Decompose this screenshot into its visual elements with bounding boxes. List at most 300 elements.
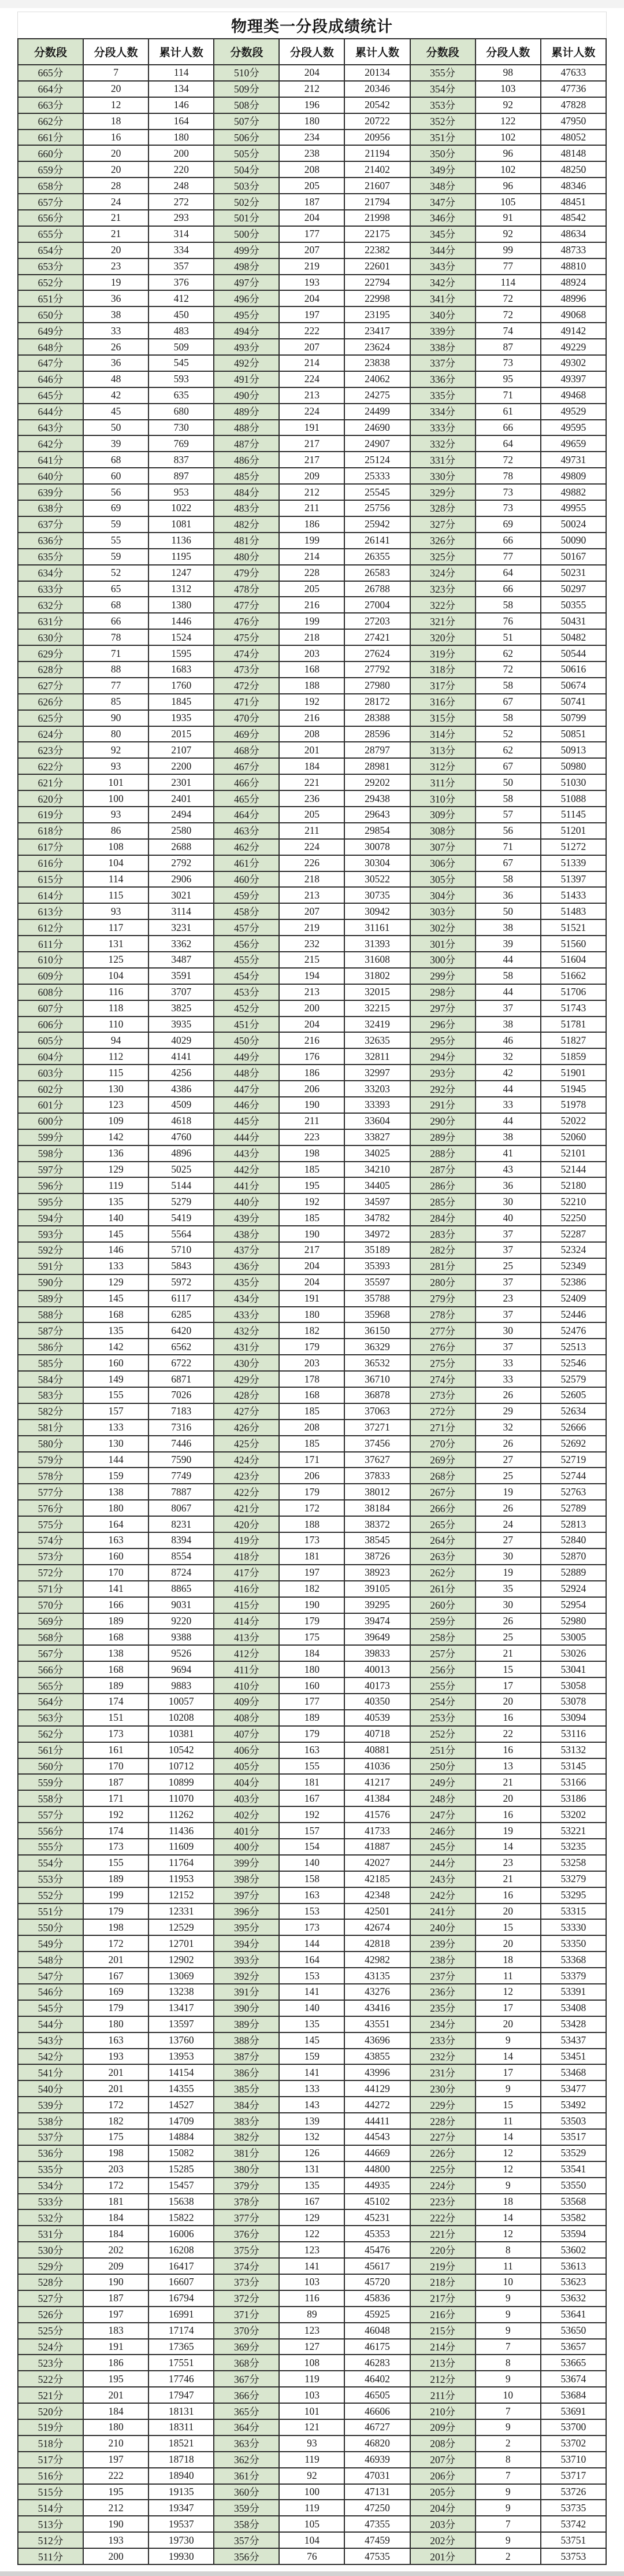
score-cell: 333分 [410,420,476,436]
segment-count-cell: 141 [83,1581,148,1597]
cumulative-count-cell: 52210 [541,1193,606,1210]
score-cell: 217分 [410,2290,476,2307]
segment-count-cell: 199 [83,1887,148,1904]
segment-count-cell: 217 [279,435,344,452]
score-cell: 209分 [410,2419,476,2435]
score-cell: 506分 [214,130,279,146]
score-cell: 534分 [18,2178,83,2194]
table-row [18,1758,606,1775]
cumulative-count-cell: 28981 [344,758,410,774]
segment-count-cell: 9 [476,2032,541,2049]
cumulative-count-cell: 29854 [344,823,410,839]
cumulative-count-cell: 42982 [344,1952,410,1968]
score-cell: 609分 [18,968,83,984]
score-cell: 640分 [18,468,83,484]
cumulative-count-cell: 1683 [148,661,214,678]
score-cell: 397分 [214,1887,279,1904]
score-cell: 581分 [18,1420,83,1436]
column-header-count: 分段人数 [83,39,148,65]
cumulative-count-cell: 53468 [541,2064,606,2080]
segment-count-cell: 58 [476,597,541,613]
cumulative-count-cell: 1845 [148,694,214,710]
segment-count-cell: 219 [279,919,344,936]
cumulative-count-cell: 33827 [344,1129,410,1145]
segment-count-cell: 154 [279,1839,344,1855]
score-cell: 346分 [410,210,476,226]
segment-count-cell: 167 [279,2194,344,2210]
score-cell: 523分 [18,2355,83,2371]
cumulative-count-cell: 11262 [148,1806,214,1823]
cumulative-count-cell: 51827 [541,1032,606,1048]
segment-count-cell: 189 [279,1710,344,1726]
cumulative-count-cell: 28388 [344,710,410,726]
score-cell: 441分 [214,1177,279,1193]
cumulative-count-cell: 42818 [344,1935,410,1952]
score-cell: 634分 [18,565,83,581]
segment-count-cell: 195 [83,2371,148,2387]
cumulative-count-cell: 23195 [344,306,410,323]
cumulative-count-cell: 1935 [148,710,214,726]
score-cell: 645分 [18,387,83,404]
cumulative-count-cell: 49302 [541,355,606,371]
cumulative-count-cell: 2401 [148,790,214,807]
cumulative-count-cell: 14884 [148,2129,214,2145]
cumulative-count-cell: 8865 [148,1581,214,1597]
segment-count-cell: 64 [476,565,541,581]
cumulative-count-cell: 47535 [344,2548,410,2564]
table-row [18,1032,606,1048]
cumulative-count-cell: 47950 [541,113,606,130]
cumulative-count-cell: 53650 [541,2323,606,2339]
segment-count-cell: 145 [83,1291,148,1307]
score-cell: 550分 [18,1919,83,1935]
cumulative-count-cell: 12701 [148,1935,214,1952]
segment-count-cell: 205 [279,581,344,597]
cumulative-count-cell: 44669 [344,2145,410,2161]
segment-count-cell: 181 [83,2194,148,2210]
score-cell: 288分 [410,1145,476,1162]
score-cell: 413分 [214,1629,279,1645]
score-cell: 293分 [410,1065,476,1081]
cumulative-count-cell: 7887 [148,1484,214,1500]
segment-count-cell: 57 [476,807,541,823]
table-row [18,1371,606,1387]
score-cell: 410分 [214,1677,279,1694]
score-cell: 238分 [410,1952,476,1968]
cumulative-count-cell: 53613 [541,2258,606,2274]
cumulative-count-cell: 16417 [148,2258,214,2274]
score-cell: 210分 [410,2403,476,2419]
score-cell: 522分 [18,2371,83,2387]
segment-count-cell: 159 [279,2049,344,2065]
cumulative-count-cell: 53477 [541,2080,606,2097]
score-cell: 451分 [214,1017,279,1033]
segment-count-cell: 69 [476,516,541,533]
segment-count-cell: 36 [83,355,148,371]
segment-count-cell: 66 [476,420,541,436]
segment-count-cell: 197 [279,306,344,323]
cumulative-count-cell: 53751 [541,2532,606,2548]
column-header-cumulative: 累计人数 [148,39,214,65]
score-cell: 541分 [18,2064,83,2080]
score-cell: 516分 [18,2468,83,2484]
segment-count-cell: 112 [83,1048,148,1065]
table-row [18,484,606,500]
cumulative-count-cell: 8724 [148,1565,214,1581]
score-cell: 243分 [410,1871,476,1887]
segment-count-cell: 209 [83,2258,148,2274]
segment-count-cell: 21 [476,1871,541,1887]
cumulative-count-cell: 8554 [148,1548,214,1565]
score-cell: 455分 [214,952,279,968]
score-cell: 593分 [18,1226,83,1242]
segment-count-cell: 201 [83,2064,148,2080]
segment-count-cell: 123 [279,2242,344,2258]
cumulative-count-cell: 16991 [148,2307,214,2323]
segment-count-cell: 198 [83,2145,148,2161]
cumulative-count-cell: 53503 [541,2113,606,2129]
cumulative-count-cell: 34405 [344,1177,410,1193]
cumulative-count-cell: 10712 [148,1758,214,1775]
cumulative-count-cell: 1760 [148,678,214,694]
segment-count-cell: 180 [279,1307,344,1323]
segment-count-cell: 175 [279,1629,344,1645]
segment-count-cell: 9 [476,2323,541,2339]
table-row [18,1000,606,1017]
cumulative-count-cell: 14527 [148,2097,214,2113]
cumulative-count-cell: 31608 [344,952,410,968]
score-cell: 421分 [214,1500,279,1516]
segment-count-cell: 39 [476,936,541,952]
column-header-cumulative: 累计人数 [541,39,606,65]
score-cell: 498分 [214,258,279,275]
segment-count-cell: 192 [279,1193,344,1210]
cumulative-count-cell: 3362 [148,936,214,952]
cumulative-count-cell: 53674 [541,2371,606,2387]
score-cell: 230分 [410,2080,476,2097]
score-cell: 315分 [410,710,476,726]
table-row [18,145,606,161]
table-row [18,1871,606,1887]
table-row [18,500,606,516]
cumulative-count-cell: 22382 [344,242,410,258]
segment-count-cell: 144 [83,1452,148,1468]
cumulative-count-cell: 53492 [541,2097,606,2113]
cumulative-count-cell: 53428 [541,2016,606,2032]
segment-count-cell: 164 [83,1516,148,1532]
table-row [18,516,606,533]
cumulative-count-cell: 35968 [344,1307,410,1323]
cumulative-count-cell: 24690 [344,420,410,436]
cumulative-count-cell: 7183 [148,1403,214,1420]
segment-count-cell: 208 [279,726,344,742]
cumulative-count-cell: 1081 [148,516,214,533]
table-row [18,597,606,613]
cumulative-count-cell: 46727 [344,2419,410,2435]
cumulative-count-cell: 32419 [344,1017,410,1033]
cumulative-count-cell: 10208 [148,1710,214,1726]
segment-count-cell: 175 [83,2129,148,2145]
score-cell: 504分 [214,161,279,178]
segment-count-cell: 203 [279,645,344,661]
cumulative-count-cell: 14355 [148,2080,214,2097]
table-row [18,2387,606,2403]
segment-count-cell: 183 [83,2323,148,2339]
cumulative-count-cell: 769 [148,435,214,452]
segment-count-cell: 100 [279,2484,344,2500]
cumulative-count-cell: 2200 [148,758,214,774]
cumulative-count-cell: 53145 [541,1758,606,1775]
score-cell: 622分 [18,758,83,774]
segment-count-cell: 43 [476,1162,541,1178]
segment-count-cell: 80 [83,726,148,742]
score-cell: 548分 [18,1952,83,1968]
cumulative-count-cell: 53026 [541,1645,606,1661]
score-cell: 478分 [214,581,279,597]
score-cell: 513分 [18,2516,83,2532]
cumulative-count-cell: 51521 [541,919,606,936]
table-row [18,565,606,581]
segment-count-cell: 180 [83,2016,148,2032]
segment-count-cell: 17 [476,2064,541,2080]
score-cell: 247分 [410,1806,476,1823]
segment-count-cell: 35 [476,1581,541,1597]
segment-count-cell: 204 [279,1258,344,1274]
segment-count-cell: 15 [476,1919,541,1935]
segment-count-cell: 14 [476,2209,541,2226]
segment-count-cell: 104 [279,2532,344,2548]
cumulative-count-cell: 1380 [148,597,214,613]
score-cell: 562分 [18,1726,83,1742]
cumulative-count-cell: 17551 [148,2355,214,2371]
segment-count-cell: 171 [279,1452,344,1468]
score-cell: 282分 [410,1242,476,1258]
score-cell: 499分 [214,242,279,258]
segment-count-cell: 78 [476,468,541,484]
cumulative-count-cell: 47828 [541,97,606,113]
table-row [18,1855,606,1871]
score-cell: 222分 [410,2209,476,2226]
score-cell: 280分 [410,1274,476,1291]
cumulative-count-cell: 52287 [541,1226,606,1242]
segment-count-cell: 236 [279,790,344,807]
score-cell: 636分 [18,533,83,549]
score-cell: 604分 [18,1048,83,1065]
score-cell: 403分 [214,1790,279,1806]
score-cell: 487分 [214,435,279,452]
segment-count-cell: 179 [83,1904,148,1920]
cumulative-count-cell: 23417 [344,323,410,339]
segment-count-cell: 67 [476,855,541,871]
score-cell: 258分 [410,1629,476,1645]
score-cell: 381分 [214,2145,279,2161]
score-cell: 459分 [214,887,279,903]
table-row [18,549,606,565]
cumulative-count-cell: 21794 [344,194,410,210]
segment-count-cell: 115 [83,887,148,903]
cumulative-count-cell: 10899 [148,1774,214,1790]
segment-count-cell: 193 [83,2049,148,2065]
cumulative-count-cell: 32811 [344,1048,410,1065]
score-cell: 356分 [214,2548,279,2564]
cumulative-count-cell: 45102 [344,2194,410,2210]
cumulative-count-cell: 5710 [148,1242,214,1258]
score-cell: 249分 [410,1774,476,1790]
score-cell: 246分 [410,1823,476,1839]
cumulative-count-cell: 837 [148,452,214,468]
segment-count-cell: 122 [279,2226,344,2242]
cumulative-count-cell: 52324 [541,1242,606,1258]
score-cell: 514分 [18,2500,83,2516]
score-cell: 411分 [214,1661,279,1677]
cumulative-count-cell: 272 [148,194,214,210]
table-row [18,242,606,258]
segment-count-cell: 15 [476,2097,541,2113]
score-cell: 576分 [18,1500,83,1516]
cumulative-count-cell: 43276 [344,1984,410,2000]
segment-count-cell: 155 [83,1387,148,1403]
score-cell: 313分 [410,742,476,758]
score-cell: 316分 [410,694,476,710]
cumulative-count-cell: 18311 [148,2419,214,2435]
segment-count-cell: 62 [476,742,541,758]
cumulative-count-cell: 52180 [541,1177,606,1193]
segment-count-cell: 9 [476,2484,541,2500]
segment-count-cell: 195 [83,2484,148,2500]
score-cell: 616分 [18,855,83,871]
segment-count-cell: 184 [83,2403,148,2419]
segment-count-cell: 16 [83,130,148,146]
segment-count-cell: 102 [476,130,541,146]
segment-count-cell: 56 [83,484,148,500]
segment-count-cell: 177 [279,1694,344,1710]
score-cell: 307分 [410,839,476,855]
score-cell: 252分 [410,1726,476,1742]
score-cell: 406分 [214,1742,279,1758]
cumulative-count-cell: 35393 [344,1258,410,1274]
table-row [18,1145,606,1162]
segment-count-cell: 180 [279,1661,344,1677]
score-cell: 569分 [18,1613,83,1629]
score-cell: 470分 [214,710,279,726]
cumulative-count-cell: 53202 [541,1806,606,1823]
score-cell: 624分 [18,726,83,742]
score-cell: 565分 [18,1677,83,1694]
score-cell: 549分 [18,1935,83,1952]
cumulative-count-cell: 32997 [344,1065,410,1081]
table-row [18,1516,606,1532]
segment-count-cell: 201 [83,2387,148,2403]
score-cell: 262分 [410,1565,476,1581]
cumulative-count-cell: 220 [148,161,214,178]
table-row [18,275,606,291]
cumulative-count-cell: 36532 [344,1355,410,1371]
segment-count-cell: 7 [83,65,148,81]
segment-count-cell: 176 [279,1048,344,1065]
cumulative-count-cell: 33604 [344,1113,410,1129]
segment-count-cell: 172 [83,2097,148,2113]
cumulative-count-cell: 23624 [344,339,410,355]
table-row [18,452,606,468]
score-cell: 533分 [18,2194,83,2210]
score-cell: 659分 [18,161,83,178]
score-cell: 241分 [410,1904,476,1920]
score-cell: 471分 [214,694,279,710]
table-row [18,161,606,178]
segment-count-cell: 12 [476,2226,541,2242]
cumulative-count-cell: 53379 [541,1968,606,1984]
table-row [18,1742,606,1758]
segment-count-cell: 212 [279,484,344,500]
segment-count-cell: 16 [476,1806,541,1823]
table-row [18,952,606,968]
score-cell: 644分 [18,404,83,420]
segment-count-cell: 204 [279,210,344,226]
score-cell: 391分 [214,1984,279,2000]
score-cell: 352分 [410,113,476,130]
segment-count-cell: 204 [279,1017,344,1033]
cumulative-count-cell: 45836 [344,2290,410,2307]
cumulative-count-cell: 53166 [541,1774,606,1790]
cumulative-count-cell: 48996 [541,290,606,306]
score-cell: 468分 [214,742,279,758]
segment-count-cell: 186 [279,516,344,533]
segment-count-cell: 203 [279,1355,344,1371]
score-cell: 486分 [214,452,279,468]
segment-count-cell: 7 [476,2339,541,2355]
score-cell: 580分 [18,1436,83,1452]
score-cell: 245分 [410,1839,476,1855]
segment-count-cell: 146 [83,1242,148,1258]
cumulative-count-cell: 412 [148,290,214,306]
segment-count-cell: 9 [476,2080,541,2097]
cumulative-count-cell: 34782 [344,1210,410,1226]
table-row [18,2500,606,2516]
cumulative-count-cell: 39833 [344,1645,410,1661]
score-cell: 606分 [18,1017,83,1033]
segment-count-cell: 108 [279,2355,344,2371]
cumulative-count-cell: 11764 [148,1855,214,1871]
cumulative-count-cell: 53437 [541,2032,606,2049]
segment-count-cell: 92 [476,97,541,113]
segment-count-cell: 92 [83,742,148,758]
cumulative-count-cell: 4509 [148,1097,214,1113]
cumulative-count-cell: 34597 [344,1193,410,1210]
table-row [18,2435,606,2452]
cumulative-count-cell: 38726 [344,1548,410,1565]
cumulative-count-cell: 2906 [148,871,214,888]
cumulative-count-cell: 6562 [148,1339,214,1355]
segment-count-cell: 67 [476,758,541,774]
score-cell: 205分 [410,2484,476,2500]
score-cell: 291分 [410,1097,476,1113]
score-cell: 270分 [410,1436,476,1452]
cumulative-count-cell: 50851 [541,726,606,742]
segment-count-cell: 67 [476,694,541,710]
score-cell: 536分 [18,2145,83,2161]
table-row [18,1774,606,1790]
cumulative-count-cell: 46505 [344,2387,410,2403]
table-row [18,2226,606,2242]
cumulative-count-cell: 26583 [344,565,410,581]
segment-count-cell: 104 [83,968,148,984]
cumulative-count-cell: 45925 [344,2307,410,2323]
table-row [18,710,606,726]
segment-count-cell: 58 [476,790,541,807]
cumulative-count-cell: 51272 [541,839,606,855]
score-cell: 412分 [214,1645,279,1661]
segment-count-cell: 181 [279,1774,344,1790]
